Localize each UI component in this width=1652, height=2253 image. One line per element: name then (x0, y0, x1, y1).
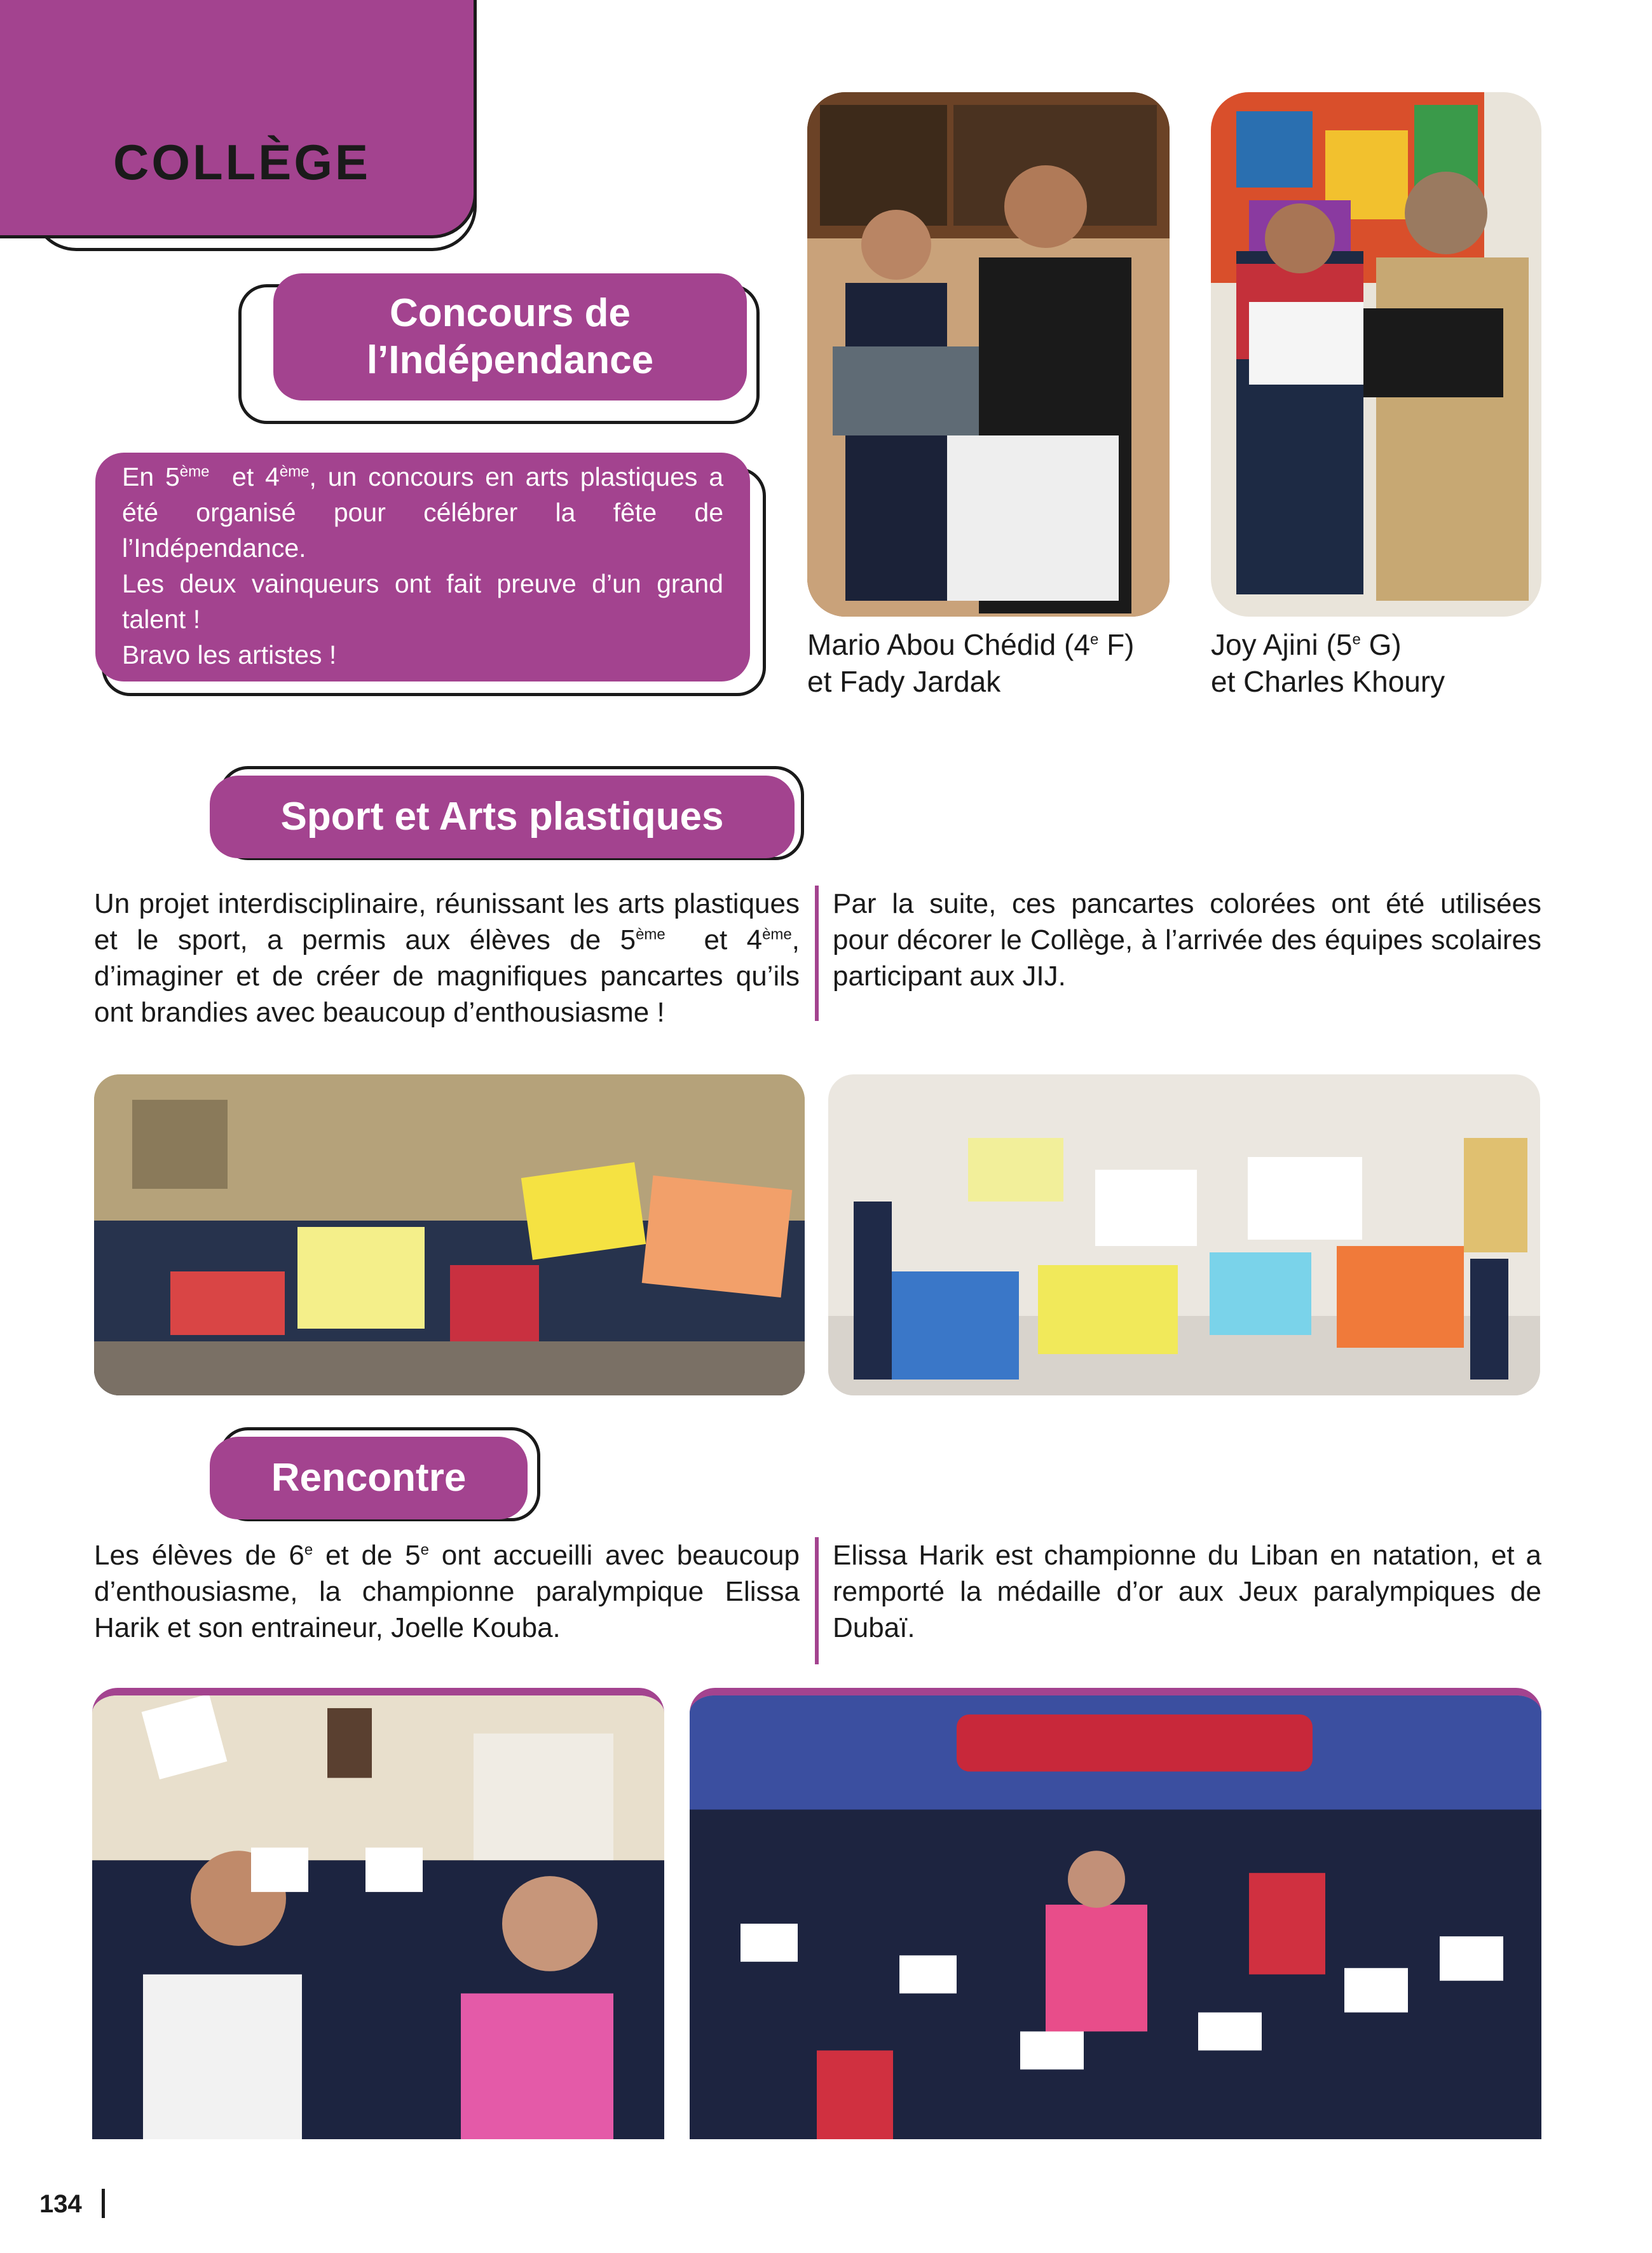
rencontre-heading: Rencontre (210, 1437, 528, 1519)
section-tab (0, 0, 477, 238)
rencontre-column-2: Elissa Harik est championne du Liban en natation, et a remporté la médaille d’or aux Jeux paralympiques de Dubaï. (833, 1540, 1541, 1643)
concours-heading-line1: Concours de (390, 291, 631, 335)
concours-paragraph-3: Bravo les artistes ! (122, 640, 337, 669)
photo-students-signs-hallway (828, 1074, 1540, 1395)
concours-heading-line2: l’Indépendance (366, 338, 654, 382)
rencontre-column-divider (815, 1537, 819, 1664)
section-title: COLLÈGE (113, 134, 371, 190)
photo-joy-charles (1211, 92, 1541, 617)
sport-column-1: Un projet interdisciplinaire, réunissant les arts plastiques et le sport, a permis aux élèves de 5ème et 4ème, d’imaginer et de créer de magnifiques pancartes qu’ils ont brandies avec beaucoup d’enthousiasme ! (94, 888, 800, 1028)
concours-heading (273, 273, 747, 401)
photo-students-signs-outdoor (94, 1074, 805, 1395)
sport-column-divider (815, 886, 819, 1021)
caption-mario-fady: Mario Abou Chédid (4e F) et Fady Jardak (807, 628, 1135, 698)
photo-mario-fady (807, 92, 1170, 617)
page-number-separator (102, 2189, 105, 2218)
caption-joy-charles: Joy Ajini (5e G) et Charles Khoury (1211, 628, 1445, 698)
rencontre-column-1: Les élèves de 6e et de 5e ont accueilli avec beaucoup d’enthousiasme, la championne paralympique Elissa Harik et son entraineur, Joelle Kouba. (94, 1540, 800, 1643)
page-number: 134 (39, 2190, 82, 2218)
sport-column-2: Par la suite, ces pancartes colorées ont été utilisées pour décorer le Collège, à l’arrivée des équipes scolaires participant aux JIJ. (833, 888, 1541, 992)
photo-group-with-champion (690, 1688, 1541, 2139)
concours-text-box (95, 453, 750, 681)
sport-heading: Sport et Arts plastiques (210, 776, 795, 858)
concours-paragraph-1: En 5ème et 4ème, un concours en arts plastiques a été organisé pour célébrer la fête de l’Indépendance. (122, 462, 724, 563)
photo-students-bouquets (92, 1688, 664, 2139)
concours-paragraph-2: Les deux vainqueurs ont fait preuve d’un grand talent ! (122, 569, 723, 634)
